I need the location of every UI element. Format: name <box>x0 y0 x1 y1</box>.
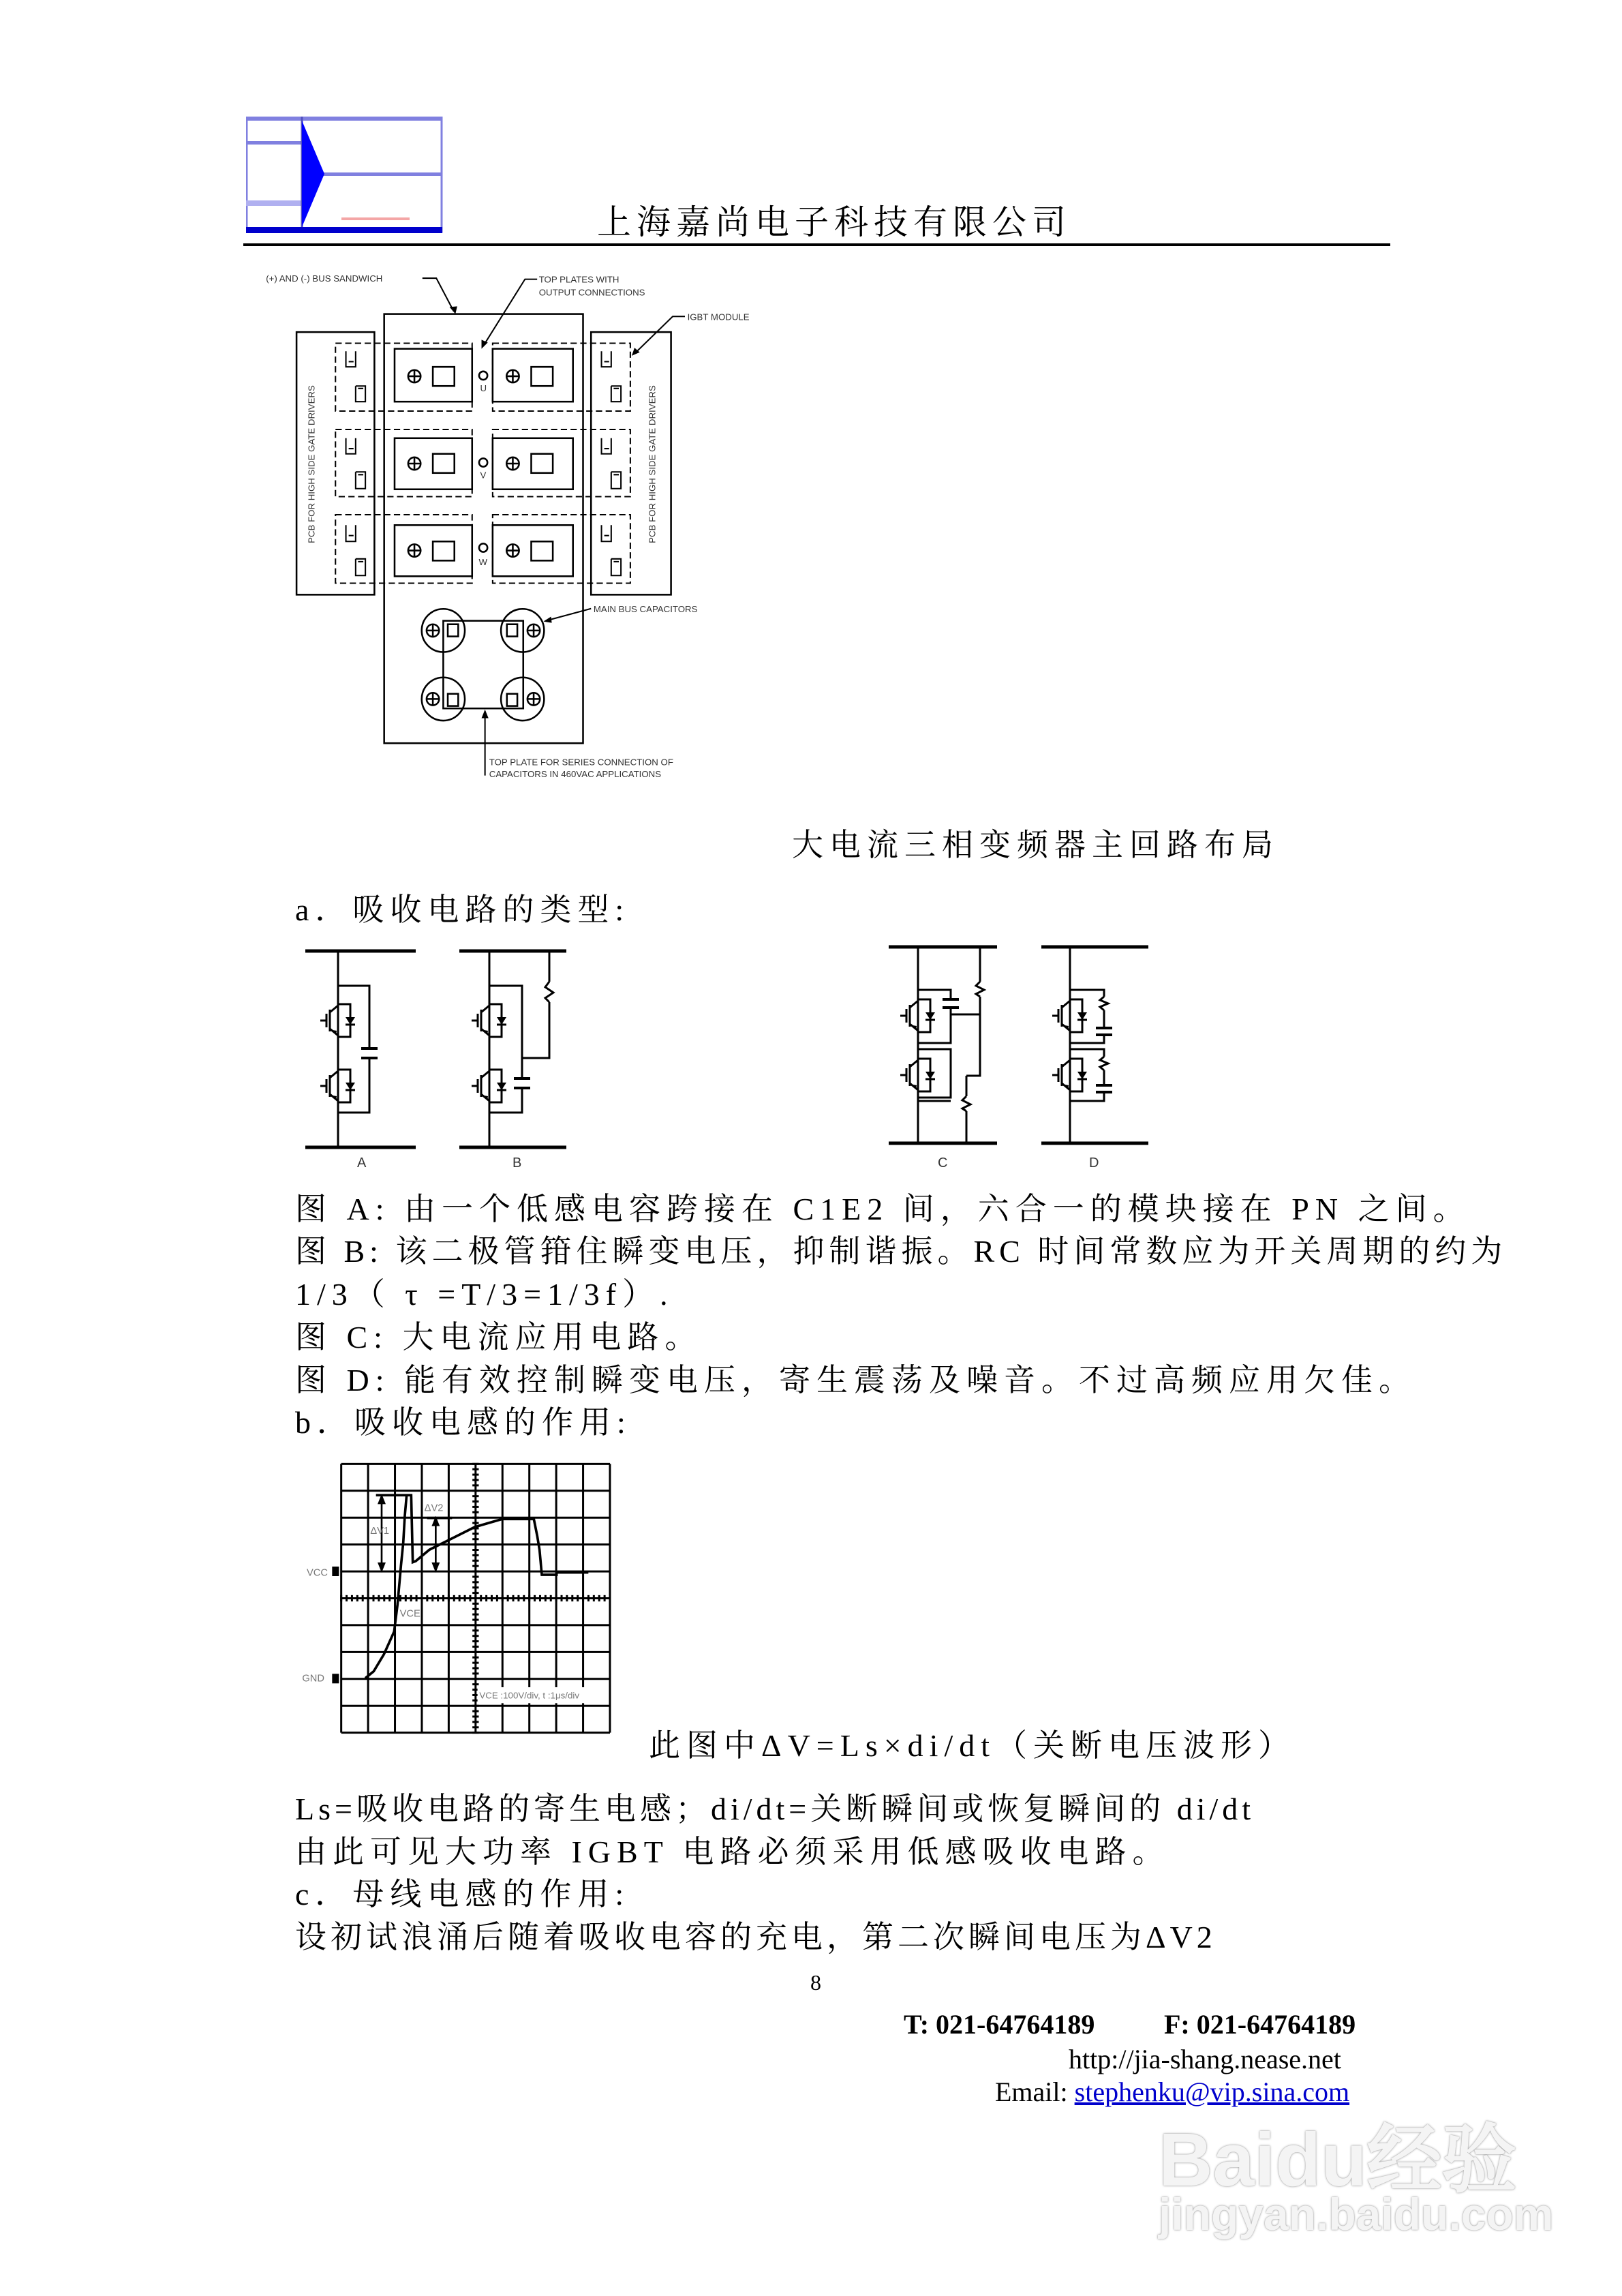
phone: T: 021-64764189 <box>904 2009 1095 2040</box>
label-phase-w: W <box>478 556 487 567</box>
text-line: 图 C: 大电流应用电路。 <box>295 1320 703 1355</box>
text-line: Ls=吸收电路的寄生电感；di/dt=关断瞬间或恢复瞬间的 di/dt <box>295 1792 1255 1826</box>
section-b-heading: b．吸收电感的作用: <box>295 1405 632 1440</box>
label-phase-u: U <box>480 382 487 393</box>
text-line: 图 D: 能有效控制瞬变电压，寄生震荡及噪音。不过高频应用欠佳。 <box>295 1363 1416 1398</box>
circuit-label-c: C <box>938 1155 948 1170</box>
label-series-plate-2: CAPACITORS IN 460VAC APPLICATIONS <box>489 769 662 780</box>
label-main-caps: MAIN BUS CAPACITORS <box>593 603 698 614</box>
page-number: 8 <box>810 1970 821 1995</box>
waveform-caption: 此图中ΔV=Ls×di/dt（关断电压波形） <box>649 1728 1296 1763</box>
dv2-label: ΔV2 <box>424 1502 444 1514</box>
baidu-watermark-url: jingyan.baidu.com <box>1159 2189 1554 2239</box>
text-line: 图 B: 该二极管箝住瞬变电压，抑制谐振。RC 时间常数应为开关周期的约为 <box>295 1234 1508 1269</box>
bus-capacitors <box>422 609 545 721</box>
scale-label: VCE :100V/div, t :1μs/div <box>479 1690 580 1701</box>
section-c-heading: c．母线电感的作用: <box>295 1877 630 1912</box>
text-line: 图 A: 由一个低感电容跨接在 C1E2 间，六合一的模块接在 PN 之间。 <box>295 1192 1471 1226</box>
label-bus-sandwich: (+) AND (-) BUS SANDWICH <box>266 273 383 284</box>
text-line: 由此可见大功率 IGBT 电路必须采用低感吸收电路。 <box>295 1834 1170 1869</box>
inverter-layout-diagram <box>259 259 804 873</box>
snubber-circuits <box>293 941 1165 1173</box>
leader-arrows <box>423 278 685 776</box>
fax: F: 021-64764189 <box>1164 2009 1356 2040</box>
email-label: Email: <box>995 2076 1075 2107</box>
dv1-label: ΔV1 <box>370 1526 390 1537</box>
header-rule <box>243 243 1390 246</box>
text-line: 1/3（ τ =T/3=1/3f）. <box>295 1277 674 1312</box>
label-pcb-right: PCB FOR HIGH SIDE GATE DRIVERS <box>647 385 658 543</box>
label-top-plates-2: OUTPUT CONNECTIONS <box>538 287 645 298</box>
label-top-plates-1: TOP PLATES WITH <box>538 274 619 285</box>
layout-caption: 大电流三相变频器主回路布局 <box>792 828 1279 862</box>
label-pcb-left: PCB FOR HIGH SIDE GATE DRIVERS <box>306 385 317 543</box>
label-phase-v: V <box>480 470 487 481</box>
section-a-heading: a．吸收电路的类型: <box>295 892 630 927</box>
baidu-watermark: Baidu经验 <box>1159 2118 1517 2202</box>
circuit-label-d: D <box>1089 1155 1099 1170</box>
vcc-label: VCC <box>307 1567 328 1579</box>
turnoff-waveform <box>293 1459 634 1759</box>
circuit-label-b: B <box>512 1155 522 1170</box>
terminals <box>408 367 553 560</box>
vce-label: VCE <box>399 1608 420 1620</box>
text-line: 设初试浪涌后随着吸收电容的充电，第二次瞬间电压为ΔV2 <box>295 1920 1216 1954</box>
company-name: 上海嘉尚电子科技有限公司 <box>597 203 1071 241</box>
company-logo <box>246 117 444 234</box>
label-igbt-module: IGBT MODULE <box>687 312 750 322</box>
circuit-label-a: A <box>357 1155 367 1170</box>
gnd-label: GND <box>302 1673 324 1685</box>
email-link[interactable]: stephenku@vip.sina.com <box>1074 2076 1350 2107</box>
label-series-plate-1: TOP PLATE FOR SERIES CONNECTION OF <box>489 757 673 768</box>
website: http://jia-shang.nease.net <box>1069 2044 1341 2074</box>
